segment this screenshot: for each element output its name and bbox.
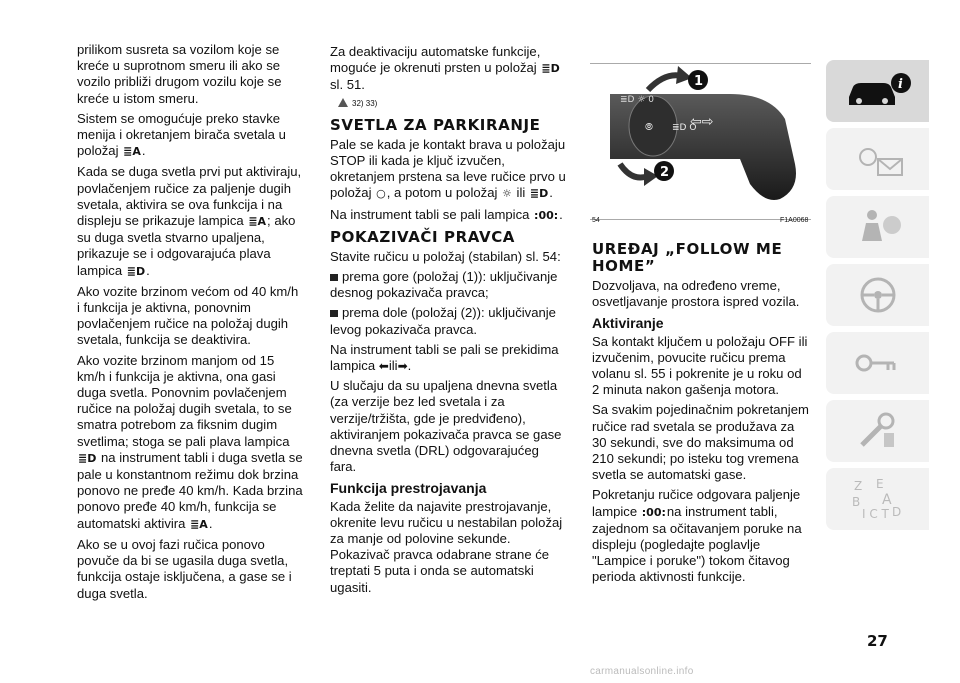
- text: Kada se duga svetla prvi put aktiviraju, povlačenjem ručice za paljenje dugih svetala, aktivira se ova funkcija i na displeju se prikazuje lampica: [77, 164, 302, 229]
- paragraph: [77, 537, 303, 602]
- bullet-icon: [330, 310, 338, 317]
- text: Dozvoljava, na određeno vreme, osvetljavanje prostora ispred vozila.: [592, 278, 800, 310]
- auto-high-beam-icon: ≣A: [248, 215, 267, 229]
- text: Na instrument tabli se pali se prekidima lampica: [330, 341, 559, 374]
- text: Pale se kada je kontakt brava u položaju STOP ili kada je ključ izvučen, okretanjem prstena sa leve ručice prvo u položaj: [330, 136, 566, 201]
- text: .: [146, 262, 150, 278]
- lever-symbols-text: ≣D ☼ 0: [620, 95, 654, 105]
- paragraph: [77, 353, 303, 533]
- text: ili: [388, 358, 398, 374]
- sidebar-tab-driving[interactable]: [826, 264, 929, 326]
- text: .: [549, 185, 553, 201]
- text: prema dole (položaj (2)): uključivanje levog pokazivača pravca.: [330, 305, 556, 337]
- paragraph: [77, 42, 303, 107]
- svg-text:D: D: [891, 505, 901, 519]
- lever-arrows-symbol: ⇦⇨: [690, 114, 714, 130]
- index-letters-icon: [848, 476, 908, 522]
- text-column-3: [592, 236, 810, 590]
- warning-lights-icon: [848, 139, 908, 179]
- text: prema gore (položaj (1)): uključivanje desnog pokazivača pravca;: [330, 269, 558, 301]
- section-heading-parking-lights: SVETLA ZA PARKIRANJE: [330, 115, 541, 134]
- high-beam-icon: ≣D: [541, 62, 560, 76]
- paragraph: [77, 111, 303, 161]
- right-arrow-icon: ➡: [397, 359, 408, 374]
- text: ; ako su duga svetla stvarno upaljena, prikazuje se i odgovarajuća plava lampica: [77, 213, 296, 278]
- lever-mid-symbols: ≣D O: [672, 123, 697, 133]
- left-arrow-icon: ⬅: [378, 359, 389, 374]
- text: .: [559, 206, 563, 222]
- text: Pokretanju ručice odgovara paljenje lampice: [592, 487, 801, 519]
- text: Sistem se omogućuje preko stavke menija i okretanjem birača svetala u položaj: [77, 110, 286, 159]
- paragraph: [330, 207, 566, 224]
- lever-ring: [629, 96, 677, 156]
- callout-2-label: 2: [660, 165, 670, 180]
- auto-high-beam-icon: ≣A: [190, 517, 208, 531]
- paragraph: [77, 284, 303, 349]
- text: , a potom u položaj: [386, 185, 498, 201]
- sidebar-tab-emergency[interactable]: [826, 332, 929, 394]
- paragraph: [330, 378, 566, 475]
- paragraph: [592, 334, 810, 399]
- warning-reference: [338, 96, 566, 112]
- paragraph: [330, 342, 566, 374]
- lever-ring-symbol: ⦾: [645, 122, 653, 133]
- paragraph: [330, 499, 566, 596]
- text: sl. 51.: [330, 77, 365, 93]
- text: Sa kontakt ključem u položaju OFF ili izvučenim, povucite ručicu prema volanu sl. 55 i pokrenite je u roku od 2 minuta nakon gašenja motora.: [592, 333, 808, 398]
- subheading-activation: Aktiviranje: [592, 315, 664, 332]
- high-beam-icon: ≣D: [78, 451, 97, 465]
- high-beam-icon: ≣D: [126, 264, 146, 278]
- parking-light-icon: :00:: [641, 505, 666, 519]
- section-heading-follow-me-home: UREĐAJ „FOLLOW ME HOME”: [592, 240, 783, 275]
- text: Ako vozite brzinom većom od 40 km/h i funkcija je aktivna, ponovnim povlačenjem ručice na položaj dugih svetala, funkcija se deaktivira.: [77, 283, 299, 348]
- callout-1-label: 1: [694, 74, 704, 89]
- list-item: [330, 305, 566, 337]
- sidebar-tab-index[interactable]: [826, 468, 929, 530]
- sidebar-tab-safety[interactable]: [826, 196, 929, 258]
- text: na instrument tabli, zajednom sa očitavanjem poruke na displeju (pogledajte poglavlje "Lampice i poruke") tokom čitavog perioda aktivnosti funkcije.: [592, 503, 802, 585]
- sidebar-tab-vehicle-info[interactable]: [826, 60, 929, 122]
- svg-text:I C T: I C T: [861, 507, 889, 521]
- key-icon: [848, 343, 908, 383]
- paragraph: [330, 249, 566, 265]
- figure-number: 54: [592, 217, 600, 224]
- svg-text:E: E: [875, 477, 884, 491]
- low-beam-icon: ≣D: [529, 187, 549, 201]
- lever-drawing: [590, 64, 811, 219]
- chapter-sidebar: [826, 60, 929, 536]
- parking-light-icon: :00:: [534, 208, 559, 222]
- paragraph: [330, 137, 566, 203]
- text: Kada želite da najavite prestrojavanje, okrenite levu ručicu u nestabilan položaj za manje od polovine sekunde. Pokazivač pravca odabrane strane će treptati 5 puta i onda se automatski ugasiti.: [330, 498, 563, 595]
- paragraph: [592, 487, 810, 585]
- text: Sa svakim pojedinačnim pokretanjem ručice rad svetala se produžava za 30 sekundi, sve do maksimuma od 210 sekundi; po isteku tog vremena svetla se automatski gase.: [592, 402, 809, 483]
- paragraph: [330, 44, 566, 94]
- text: Ako vozite brzinom manjom od 15 km/h i funkcija je aktivna, ona gasi duga svetla. Ponovnim povlačenjem ručice na položaj dugih svetala, to se smatra potrebom za fiksnim dugim svetlima; stoga se pali plava lampica: [77, 352, 292, 449]
- text-column-2: [330, 44, 566, 600]
- text: prilikom susreta sa vozilom koje se kreće u suprotnom smeru ili ako se vozilo približi drugom vozilu koje se kreće u istom smeru.: [77, 42, 282, 106]
- figure-lever-illustration: [590, 63, 811, 220]
- text: .: [407, 358, 412, 374]
- text: .: [208, 515, 213, 531]
- sidebar-tab-maintenance[interactable]: [826, 400, 929, 462]
- figure-code: F1A0068: [780, 217, 809, 224]
- steering-wheel-icon: [848, 275, 908, 315]
- text: .: [141, 143, 146, 159]
- ring-position-icon: ○: [376, 187, 386, 201]
- subheading-lane-change: Funkcija prestrojavanja: [330, 480, 487, 497]
- sidebar-tab-warning-lights[interactable]: [826, 128, 929, 190]
- text-column-1: [77, 42, 303, 606]
- text: ili: [516, 185, 526, 201]
- car-info-icon: [843, 71, 913, 111]
- text: U slučaju da su upaljena dnevna svetla (za verzije bez led svetala i za verzije/tržišta, gde je predviđeno), aktiviranjem pokazivača pravca se gase dnevna svetla (DRL) odgovarajućeg fara.: [330, 378, 562, 475]
- footer-watermark: carmanualsonline.info: [590, 666, 694, 677]
- wrench-icon: [848, 411, 908, 451]
- warning-triangle-icon: [338, 98, 348, 107]
- text: Stavite ručicu u položaj (stabilan) sl. 54:: [330, 248, 561, 264]
- text: Za deaktivaciju automatske funkcije, moguće je okrenuti prsten u položaj: [330, 44, 541, 76]
- auto-high-beam-icon: ≣A: [123, 145, 141, 159]
- text: Na instrument tabli se pali lampica: [330, 206, 530, 222]
- bullet-icon: [330, 274, 338, 281]
- paragraph: [77, 164, 303, 279]
- text: Ako se u ovoj fazi ručica ponovo povuče da bi se ugasila duga svetla, funkcija ostaje isključena, a gase se i duga svetla.: [77, 536, 292, 601]
- paragraph: [592, 402, 810, 483]
- svg-text:Z: Z: [853, 479, 862, 493]
- text: na instrument tabli i duga svetla se pale u konstantnom režimu dok brzina ponovo ne pređe 40 km/h. Kada brzina ponovo pređe 40 km/h, funkcija se automatski aktivira: [77, 449, 303, 531]
- section-heading-turn-signals: POKAZIVAČI PRAVCA: [330, 227, 516, 246]
- warning-numbers: 32) 33): [352, 98, 378, 108]
- list-item: [330, 269, 566, 301]
- svg-text:B: B: [851, 495, 860, 509]
- paragraph: [592, 278, 810, 310]
- svg-text:A: A: [881, 492, 892, 508]
- sun-icon: ☼: [502, 187, 512, 201]
- page-number: 27: [867, 632, 888, 650]
- airbag-icon: [848, 207, 908, 247]
- svg-text:i: i: [897, 77, 903, 92]
